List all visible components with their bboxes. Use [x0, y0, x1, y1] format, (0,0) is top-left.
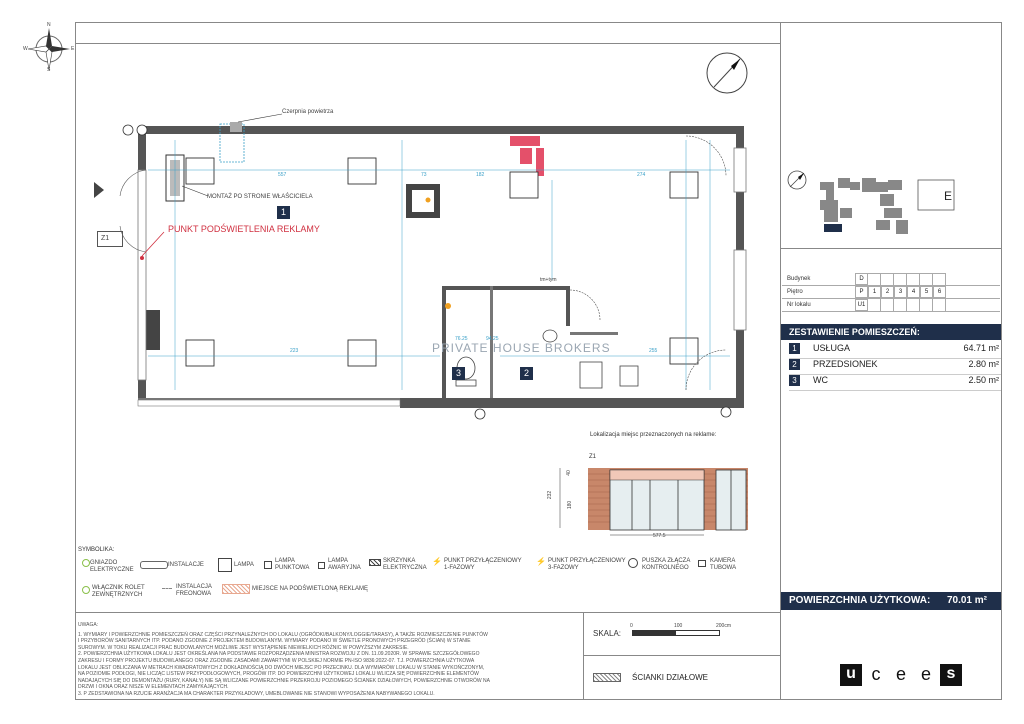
- dim-label: 94.25: [486, 336, 499, 342]
- frame-hline-top-left: [75, 43, 780, 44]
- floor-cell: 2: [881, 286, 894, 298]
- notes-line: DRZWI I OKNA ORAZ NISZE W ELEMENTACH ZAMYKAJĄCYCH.: [78, 684, 229, 691]
- building-label: Budynek: [787, 276, 811, 282]
- room-name: USŁUGA: [813, 343, 851, 353]
- ads-dim-h3: 180: [567, 500, 574, 510]
- freon-icon: [162, 588, 172, 589]
- dim-label: 182: [476, 172, 485, 178]
- partitions-label: ŚCIANKI DZIAŁOWE: [632, 673, 709, 682]
- compass-w: W: [23, 46, 28, 52]
- floor-cell: 1: [868, 286, 881, 298]
- ads-title: Lokalizacja miejsc przeznaczonych na reklame:: [590, 432, 717, 438]
- floor-plan: [90, 100, 770, 430]
- z1-plan-box: [97, 231, 123, 247]
- legend-item: PUSZKA ZŁĄCZA KONTROLNEGO: [642, 558, 691, 571]
- watermark: PRIVATE HOUSE BROKERS: [432, 341, 611, 355]
- dim-label: 557: [278, 172, 287, 178]
- notes-line: ZAKRESU I FORMY PROJEKTU BUDOWLANEGO ORAZ ZGODNIE ZASADAMI ZAWARTYMI W POLSKIEJ NORMIE PN-ISO 9836:2022-07. T.J. POWIERZCHNIA UŻYTKOWA: [78, 657, 475, 664]
- ads-dim-h1: 232: [547, 490, 554, 500]
- dim-label: 274: [637, 172, 646, 178]
- ads-dim-w: 577.5: [653, 533, 666, 539]
- frame-notes-divider: [583, 612, 584, 700]
- floor-cell: 3: [894, 286, 907, 298]
- unit-cell: U1: [855, 299, 868, 311]
- floor-label: Piętro: [787, 289, 803, 295]
- scale-label: SKALA:: [593, 629, 622, 638]
- floor-cell: 4: [907, 286, 920, 298]
- room-name: PRZEDSIONEK: [813, 359, 878, 369]
- scale-t0: 0: [630, 623, 633, 629]
- info-grid: [868, 273, 946, 285]
- connection-3phase-icon: ⚡: [536, 557, 546, 566]
- floor-cell: P: [855, 286, 868, 298]
- label-czerpnia: Czerpnia powietrza: [282, 109, 334, 115]
- room-num: 2: [789, 359, 800, 370]
- keyplan-letter: E: [944, 189, 953, 203]
- label-montaz: MONTAŻ PO STRONIE WŁAŚCICIELA: [207, 194, 313, 200]
- notes-line: LOKALU JEST OBLICZANA W METRACH KWADRATOWYCH Z DOKŁADNOŚCIĄ DO DWÓCH MIEJSC PO PRZECINKU. DLA WYMIARÓW LOKALU W STANIE WYKOŃCZONYM,: [78, 664, 485, 671]
- legend-item: MIEJSCE NA PODŚWIETLONĄ REKLAMĘ: [252, 586, 369, 592]
- compass-s: S: [47, 67, 51, 73]
- dim-label: 76.25: [455, 336, 468, 342]
- label-z1-plan: Z1: [101, 235, 110, 242]
- keyplan: [784, 168, 999, 244]
- notes: [78, 622, 578, 698]
- notes-line: 2. POWIERZCHNIA UŻYTKOWA LOKALU JEST OKREŚLANA NA PODSTAWIE ROZPORZĄDZENIA MINISTRA ROZWOJU Z DN. 11.09.2020R. W SPRAWIE SZCZEGÓŁOWEGO: [78, 651, 480, 658]
- junction-box-icon: [628, 558, 638, 568]
- dim-label: 255: [649, 348, 658, 354]
- legend-item: LAMPA AWARYJNA: [328, 558, 361, 571]
- info-line: [782, 311, 1000, 312]
- emergency-lamp-icon: [318, 562, 325, 569]
- frame-hline-scale: [583, 655, 780, 656]
- room-row: [789, 372, 1001, 391]
- north-arrow-icon: [704, 50, 750, 96]
- room-num: 3: [789, 375, 800, 386]
- legend-item: INSTALACJA FREONOWA: [176, 584, 212, 597]
- notes-line: I PRZYBORÓW SANITARNYCH ITP. PODANO ZGODNIE Z PROJEKTEM BUDOWLANYM. WYMIARY PODANO W ŚWIETLE PRONOWYCH PRZEGRÓD (ŚCIAN) W STANIE: [78, 638, 471, 645]
- legend-item: PUNKT PRZYŁĄCZENIOWY 3-FAZOWY: [548, 558, 626, 571]
- spot-lamp-icon: [264, 561, 272, 569]
- legend-item: KAMERA TUBOWA: [710, 558, 737, 571]
- scale-t1: 100: [674, 623, 683, 629]
- frame-hline-keyplan: [780, 248, 1002, 249]
- total-area-label: POWIERZCHNIA UŻYTKOWA:: [789, 595, 931, 606]
- ads-z1: Z1: [589, 454, 597, 460]
- total-area-value: 70.01 m²: [946, 595, 987, 606]
- connection-1phase-icon: ⚡: [432, 557, 442, 566]
- installations-icon: [140, 561, 168, 569]
- room-badge-3: 3: [452, 367, 465, 380]
- notes-line: 1. WYMIARY I POWIERZCHNIE POMIESZCZEŃ ORAZ CZĘŚCI PRZYNALEŻNYCH DO LOKALU (OGRÓDKI/BALKONY/LOGGIE/TARASY), A TAKŻE ROZMIESZCZENIE PUNKTÓW: [78, 631, 488, 638]
- notes-line: 3. P ZEDSTAWIONA NA RZUCIE ARANŻACJA MA CHARAKTER PRZYKŁADOWY, UMEBLOWANIE NIE STANOWI WYPOSAŻENIA NABYWANEGO LOKALU.: [78, 690, 435, 697]
- room-num: 1: [789, 343, 800, 354]
- legend-item: INSTALACJE: [168, 562, 204, 568]
- notes-line: SUROWYM. W TOKU REALIZACJI PRAC BUDOWLANYCH MOŻLIWE JEST WYSTĄPIENIE NIEWIELKICH RÓŻNIC W POWYŻSZYM ZAKRESIE.: [78, 644, 409, 651]
- socket-icon: [82, 559, 90, 567]
- compass-e: E: [71, 46, 75, 52]
- scale-bar: [632, 630, 720, 636]
- legend-title: SYMBOLIKA:: [78, 547, 115, 553]
- room-area: 2.50 m²: [968, 375, 999, 385]
- legend-item: PUNKT PRZYŁĄCZENIOWY 1-FAZOWY: [444, 558, 522, 571]
- total-area-bar: [781, 592, 1001, 610]
- legend-item: LAMPA: [234, 562, 254, 568]
- floor-cell: 5: [920, 286, 933, 298]
- frame-hline-notes: [75, 612, 780, 613]
- electric-box-icon: [369, 559, 381, 566]
- dim-label: 223: [290, 348, 299, 354]
- legend-item: SKRZYNKA ELEKTRYCZNA: [383, 558, 427, 571]
- camera-icon: [698, 560, 706, 567]
- lamp-icon: [218, 558, 232, 572]
- compass-n: N: [47, 22, 51, 28]
- label-tm: tm+tym: [540, 277, 557, 283]
- notes-line: NA POZIOMIE PODŁOGI, NIE LICZĄC LISTEW PRZYPODŁOGOWYCH, PROGÓW ITP. DO POWIERZCHNI UŻYTKOWEJ LOKALU WLICZA SIĘ POWIERZCHNIE ELEMENTÓW: [78, 671, 479, 678]
- unit-label: Nr lokalu: [787, 302, 811, 308]
- room-name: WC: [813, 375, 828, 385]
- ucees-logo: u c e e s: [840, 664, 962, 686]
- ad-place-icon: [222, 584, 250, 594]
- partition-hatch-icon: [593, 673, 621, 682]
- blinds-switch-icon: [82, 586, 90, 594]
- floor-cell: 6: [933, 286, 946, 298]
- label-punkt-reklamy: PUNKT PODŚWIETLENIA REKLAMY: [168, 224, 320, 234]
- legend-item: LAMPA PUNKTOWA: [275, 558, 310, 571]
- room-area: 64.71 m²: [963, 343, 999, 353]
- info-grid: [868, 299, 946, 311]
- notes-line: NADAJĄCYCH SIĘ DO DEMONTAŻU (RURY, KANAŁY) NIE SĄ WLICZANE POWIERZCHNIE PRZEKROJU POZIOMEGO ŚCIANEK DZIAŁOWYCH, POWIERZCHNIE OTWORÓW NA: [78, 677, 490, 684]
- legend-item: WŁĄCZNIK ROLET ZEWNĘTRZNYCH: [92, 585, 145, 598]
- ads-dim-h2: 40: [565, 470, 572, 476]
- notes-title: UWAGA:: [78, 622, 99, 628]
- scale-t2: 200cm: [716, 623, 732, 629]
- dim-label: 73: [421, 172, 427, 178]
- room-area: 2.80 m²: [968, 359, 999, 369]
- building-cell: D: [855, 273, 868, 285]
- legend-item: GNIAZDO ELEKTRYCZNE: [90, 560, 134, 573]
- room-badge-2: 2: [520, 367, 533, 380]
- room-badge-1: 1: [277, 206, 290, 219]
- rooms-table-title: ZESTAWIENIE POMIESZCZEŃ:: [781, 324, 1001, 340]
